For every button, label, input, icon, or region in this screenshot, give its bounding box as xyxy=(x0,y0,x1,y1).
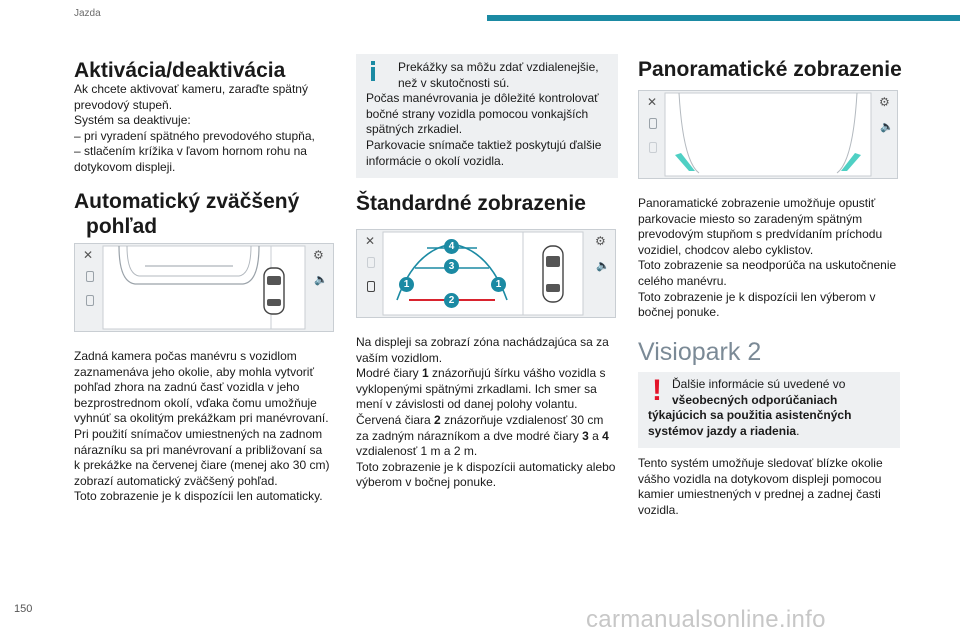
text-run: znázorňuje vzdialenosť 30 cm xyxy=(440,412,604,427)
ref-2: 2 xyxy=(434,412,441,427)
ref-1: 1 xyxy=(422,366,429,381)
text-line: Parkovacie snímače taktiež poskytujú ďalšie xyxy=(366,137,602,152)
text-line: vozidiel, chodcov alebo cyklistov. xyxy=(638,242,814,257)
text-line: kamier umiestnených v prednej a zadnej časti xyxy=(638,487,881,502)
text-line: Tento systém umožňuje sledovať blízke okolie xyxy=(638,456,883,470)
text-run: znázorňujú šírku vášho vozidla s xyxy=(428,366,606,381)
text-line xyxy=(356,366,626,382)
close-icon[interactable]: ✕ xyxy=(647,95,658,109)
info-note xyxy=(356,54,618,178)
text-line: než v skutočnosti sú. xyxy=(398,75,510,90)
text-line: Systém sa deaktivuje: xyxy=(74,113,191,128)
para-auto-zoom xyxy=(74,349,359,505)
text-line: parkovacie miesto so zaradeným spätným xyxy=(638,211,863,226)
text-line: pohľad zhora na zadnú časť vozidla v jeho xyxy=(74,380,300,395)
standard-view-screen xyxy=(356,229,616,318)
car-icon xyxy=(540,244,566,304)
text-line: spätných zrkadiel. xyxy=(366,122,463,137)
para-standard-view xyxy=(356,335,626,491)
text-run: a xyxy=(588,428,603,443)
text-line: prevodovým stupňom s predvídaním príchodu xyxy=(638,227,883,242)
text-line: bočnej ponuke. xyxy=(638,305,720,320)
settings-icon[interactable]: ⚙ xyxy=(313,248,324,262)
text-line xyxy=(356,413,626,429)
guide-label-1-left: 1 xyxy=(399,277,414,292)
heading-activation: Aktivácia/deaktivácia xyxy=(74,59,286,82)
ref-4: 4 xyxy=(602,428,609,443)
para-visiopark xyxy=(638,456,908,518)
heading-auto-zoom xyxy=(74,189,299,239)
car-icon xyxy=(261,266,287,316)
sensor-icon xyxy=(367,257,375,268)
text-run: . xyxy=(796,423,800,438)
text-run: systémov jazdy a riadenia xyxy=(648,423,797,438)
guide-label-2: 2 xyxy=(444,293,459,308)
text-line: Počas manévrovania je dôležité kontrolovať xyxy=(366,91,599,106)
text-run: Červená čiara xyxy=(356,412,435,427)
page-number: 150 xyxy=(14,603,33,615)
close-icon[interactable]: ✕ xyxy=(365,234,376,248)
text-line: celého manévru. xyxy=(638,273,727,288)
warning-note-text xyxy=(648,377,898,439)
heading-standard-view: Štandardné zobrazenie xyxy=(356,192,586,215)
text-line: – stlačením krížika v ľavom hornom rohu na xyxy=(74,144,307,159)
text-line: Ak chcete aktivovať kameru, zaraďte spätný xyxy=(74,82,308,96)
text-line: Ďalšie informácie sú uvedené vo xyxy=(672,377,846,391)
close-icon[interactable]: ✕ xyxy=(83,248,94,262)
ref-3: 3 xyxy=(582,428,589,443)
panoramic-view-screen xyxy=(638,90,898,179)
text-line: Pri použití snímačov umiestnených na zadnom xyxy=(74,426,323,441)
text-line: Toto zobrazenie je k dispozícii len výberom v xyxy=(638,289,876,304)
volume-icon[interactable]: 🔈 xyxy=(880,121,894,133)
heading-line: pohľad xyxy=(86,215,158,238)
zoomed-view-screen xyxy=(74,243,334,332)
text-line: Toto zobrazenie sa neodporúča na uskutočnenie xyxy=(638,258,897,273)
volume-icon[interactable]: 🔈 xyxy=(596,260,610,272)
text-run: Modré čiary xyxy=(356,366,423,381)
text-line: Na displeji sa zobrazí zóna nachádzajúca sa za xyxy=(356,335,609,349)
warning-icon: ! xyxy=(652,374,662,407)
text-line: vyklopenými spätnými zrkadlami. Ich smer sa xyxy=(356,381,597,396)
text-line: Zadná kamera počas manévru s vozidlom xyxy=(74,349,297,363)
guide-label-4: 4 xyxy=(444,239,459,254)
text-line: nárazníku sa pri manévrovaní a približovaní sa xyxy=(74,442,323,457)
text-line: vzdialenosť 1 m a 2 m. xyxy=(356,444,478,459)
text-line: týkajúcich sa použitia asistenčných xyxy=(648,408,852,423)
header-section: Jazda xyxy=(74,8,101,19)
sensor-icon xyxy=(367,281,375,292)
text-line: vášho vozidla na dotykovom displeji pomocou xyxy=(638,471,882,486)
sensor-icon xyxy=(649,118,657,129)
guide-label-3: 3 xyxy=(444,259,459,274)
text-line: vozidla. xyxy=(638,502,679,517)
text-line: výberom v bočnej ponuke. xyxy=(356,475,497,490)
sensor-icon xyxy=(649,142,657,153)
text-line: všeobecných odporúčaniach xyxy=(672,392,838,407)
settings-icon[interactable]: ⚙ xyxy=(879,95,890,109)
text-line xyxy=(356,429,626,445)
text-line: Prekážky sa môžu zdať vzdialenejšie, xyxy=(398,60,599,74)
text-line: zobrazí automatický zväčšený pohľad. xyxy=(74,473,278,488)
sensor-icon xyxy=(86,271,94,282)
text-line: bočné strany vozidla pomocou vonkajších xyxy=(366,106,589,121)
heading-visiopark: Visiopark 2 xyxy=(638,338,762,366)
text-line: Toto zobrazenie je k dispozícii automaticky alebo xyxy=(356,459,616,474)
text-run: za zadným nárazníkom a dve modré čiary xyxy=(356,428,583,443)
heading-panoramic-view: Panoramatické zobrazenie xyxy=(638,58,902,81)
volume-icon[interactable]: 🔈 xyxy=(314,274,328,286)
para-panoramic-view xyxy=(638,196,908,321)
text-line: mení v závislosti od danej polohy volantu. xyxy=(356,397,578,412)
text-line: Panoramatické zobrazenie umožňuje opustiť xyxy=(638,196,876,210)
text-line: dotykovom displeji. xyxy=(74,159,176,174)
watermark: carmanualsonline.info xyxy=(586,606,826,633)
text-line: informácie o okolí vozidla. xyxy=(366,153,505,168)
header-accent-bar xyxy=(487,15,960,21)
text-line: – pri vyradení spätného prevodového stupňa, xyxy=(74,128,315,143)
heading-line: Automatický zväčšený xyxy=(74,190,300,213)
text-line: prevodový stupeň. xyxy=(74,97,173,112)
para-activation xyxy=(74,82,344,176)
text-line: vyhnúť sa okolitým prekážkam pri manévrovaní. xyxy=(74,411,329,426)
sensor-icon xyxy=(86,295,94,306)
text-line: k prekážke na červenej čiare (menej ako 30 cm) xyxy=(74,458,330,473)
text-line xyxy=(648,424,898,440)
guide-label-1-right: 1 xyxy=(491,277,506,292)
text-line: bezprostrednom okolí, vďaka čomu umožňuje xyxy=(74,395,317,410)
text-line: vaším vozidlom. xyxy=(356,350,443,365)
text-line: zaznamenáva jeho okolie, aby mohla vytvoriť xyxy=(74,364,314,379)
info-note-text xyxy=(366,60,616,169)
settings-icon[interactable]: ⚙ xyxy=(595,234,606,248)
warning-note xyxy=(638,372,900,448)
text-line: Toto zobrazenie je k dispozícii len automaticky. xyxy=(74,489,323,504)
